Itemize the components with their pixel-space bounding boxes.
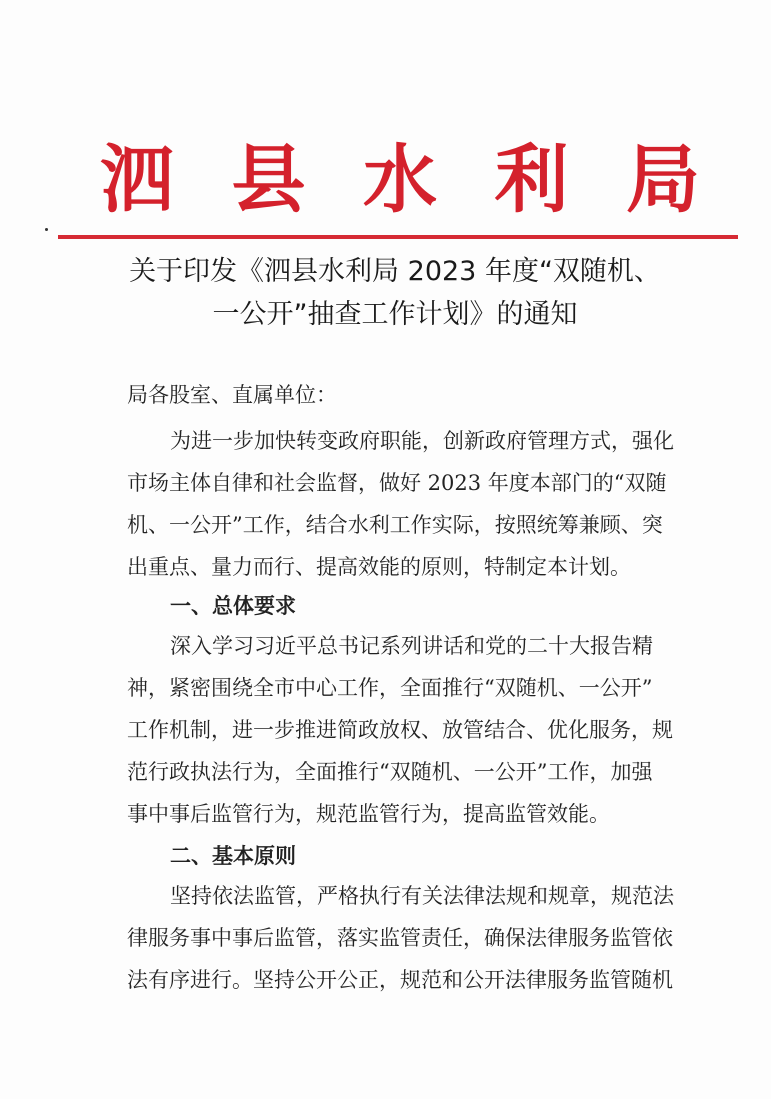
document-title-line-2: 一公开”抽查工作计划》的通知 [212,299,578,330]
document-title-line-1: 关于印发《泗县水利局 2023 年度“双随机、 [129,256,661,287]
scan-speck [45,228,48,231]
intro-line-4: 出重点、量力而行、提高效能的原则，特制定本计划。 [127,555,631,579]
section-1-line-3: 工作机制，进一步推进简政放权、放管结合、优化服务，规 [127,718,673,742]
red-divider-line [58,235,738,239]
section-2-heading: 二、基本原则 [170,844,296,868]
header-char-1: 泗 [100,137,174,223]
section-1-line-5: 事中事后监管行为，规范监管行为，提高监管效能。 [127,802,610,826]
header-char-5: 局 [626,137,700,223]
section-2-line-2: 律服务事中事后监管，落实监管责任，确保法律服务监管依 [127,926,673,950]
section-1-line-4: 范行政执法行为，全面推行“双随机、一公开”工作，加强 [127,760,653,784]
header-char-3: 水 [363,137,437,223]
intro-line-2: 市场主体自律和社会监督，做好 2023 年度本部门的“双随 [127,471,667,495]
header-char-4: 利 [494,137,569,223]
section-1-line-2: 神，紧密围绕全市中心工作，全面推行“双随机、一公开” [127,676,653,700]
intro-line-1: 为进一步加快转变政府职能，创新政府管理方式，强化 [170,429,674,453]
header-char-2: 县 [231,137,306,223]
section-2-line-3: 法有序进行。坚持公开公正，规范和公开法律服务监管随机 [127,968,673,992]
section-2-line-1: 坚持依法监管，严格执行有关法律法规和规章，规范法 [170,884,674,908]
salutation: 局各股室、直属单位： [127,383,337,407]
issuing-authority-header [100,130,700,230]
section-1-heading: 一、总体要求 [170,594,296,618]
section-1-line-1: 深入学习习近平总书记系列讲话和党的二十大报告精 [170,634,653,658]
intro-line-3: 机、一公开”工作，结合水利工作实际，按照统筹兼顾、突 [127,513,663,537]
